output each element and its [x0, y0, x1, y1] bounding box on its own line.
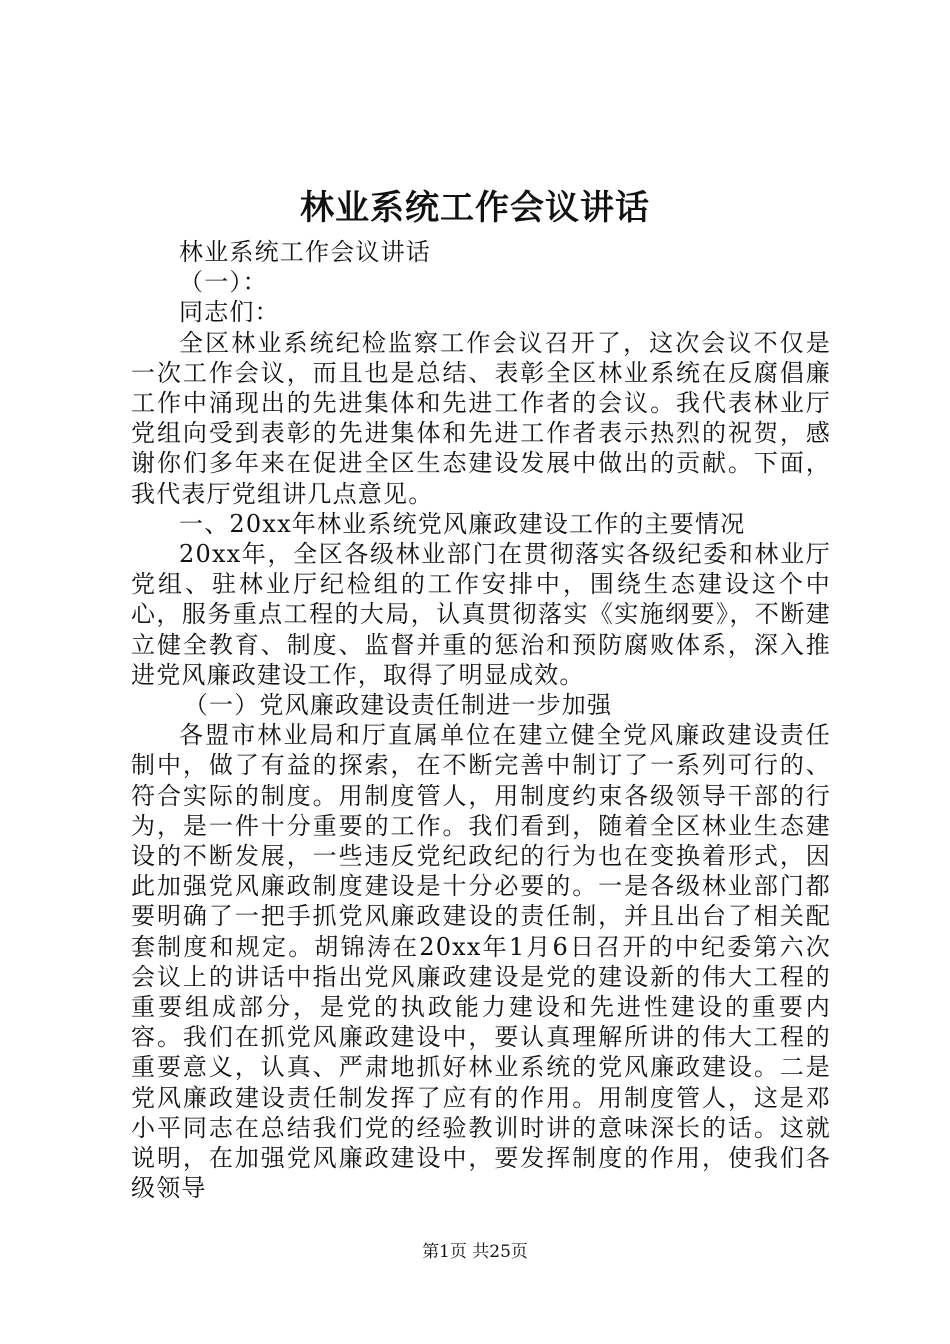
salutation: 同志们： — [179, 298, 280, 327]
document-body — [131, 237, 831, 1204]
paragraph-summary: 20xx年，全区各级林业部门在贯彻落实各级纪委和林业厅党组、驻林业厅纪检组的工作安排中，围绕生态建设这个中心，服务重点工程的大局，认真贯彻落实《实施纲要》，不断建立健全教育、制度、监督并重的惩治和预防腐败体系，深入推进党风廉政建设工作，取得了明显成效。 — [131, 540, 831, 689]
paragraph-intro: 全区林业系统纪检监察工作会议召开了，这次会议不仅是一次工作会议，而且也是总结、表彰全区林业系统在反腐倡廉工作中涌现出的先进集体和先进工作者的会议。我代表林业厅党组向受到表彰的先进集体和先进工作者表示热烈的祝贺，感谢你们多年来在促进全区生态建设发展中做出的贡献。下面，我代表厅党组讲几点意见。 — [131, 328, 831, 508]
section-marker: （一）： — [179, 268, 268, 297]
document-title: 林业系统工作会议讲话 — [300, 188, 650, 228]
paragraph-responsibility: 各盟市林业局和厅直属单位在建立健全党风廉政建设责任制中，做了有益的探索，在不断完善中制订了一系列可行的、符合实际的制度。用制度管人，用制度约束各级领导干部的行为，是一件十分重要的工作。我们看到，随着全区林业生态建设的不断发展，一些违反党纪政纪的行为也在变换着形式，因此加强党风廉政制度建设是十分必要的。一是各级林业部门都要明确了一把手抓党风廉政建设的责任制，并且出台了相关配套制度和规定。胡锦涛在20xx年1月6日召开的中纪委第六次会议上的讲话中指出党风廉政建设是党的建设新的伟大工程的重要组成部分，是党的执政能力建设和先进性建设的重要内容。我们在抓党风廉政建设中，要认真理解所讲的伟大工程的重要意义，认真、严肃地抓好林业系统的党风廉政建设。二是党风廉政建设责任制发挥了应有的作用。用制度管人，这是邓小平同志在总结我们党的经验教训时讲的意味深长的话。这就说明，在加强党风廉政建设中，要发挥制度的作用，使我们各级领导 — [131, 721, 831, 1203]
heading-section-1: 一、20xx年林业系统党风廉政建设工作的主要情况 — [179, 509, 746, 538]
subtitle-line: 林业系统工作会议讲话 — [179, 238, 431, 266]
page-footer: 第1页 共25页 — [422, 1242, 528, 1262]
heading-subsection-1: （一）党风廉政建设责任制进一步加强 — [183, 691, 613, 720]
